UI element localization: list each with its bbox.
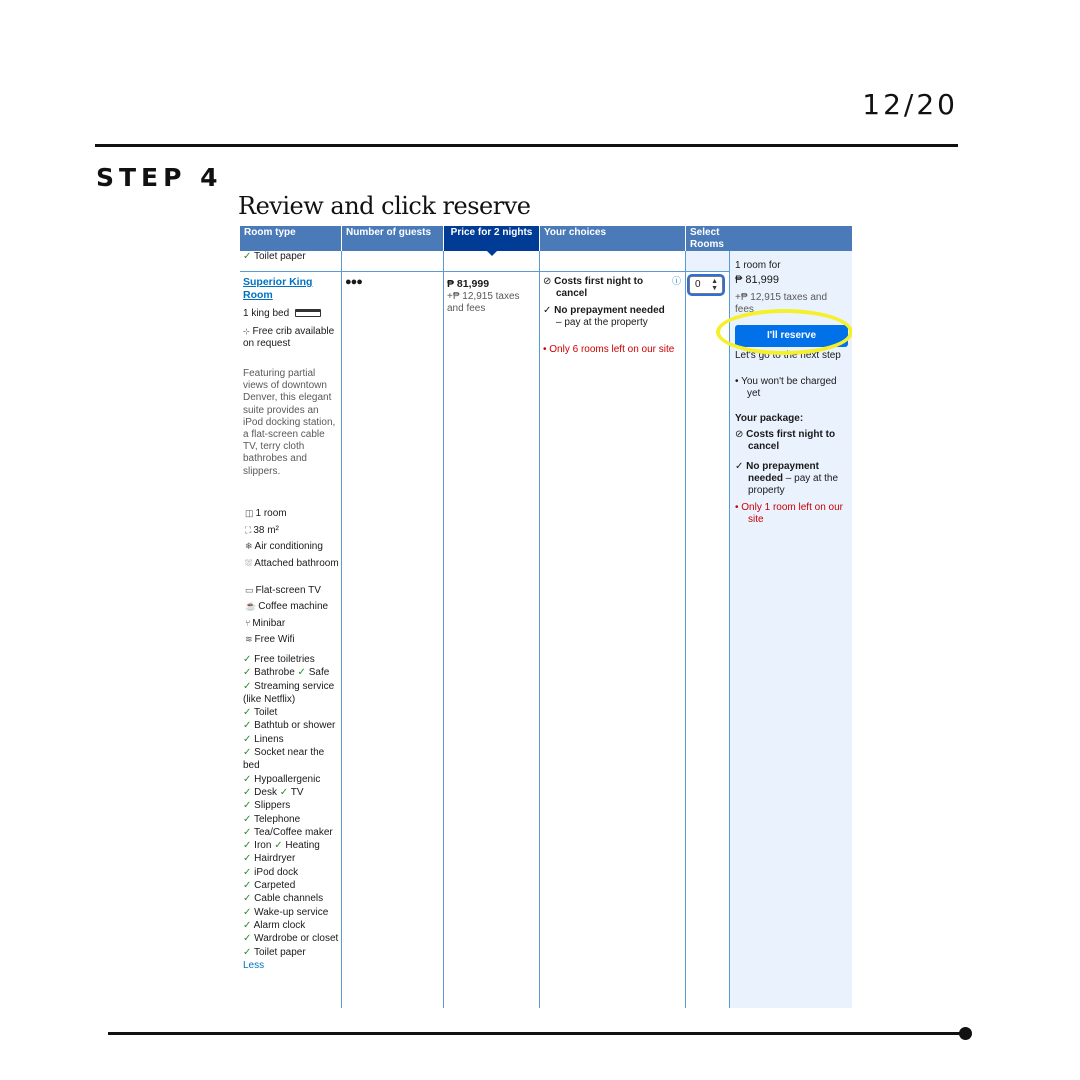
bed-info: 1 king bed	[243, 308, 321, 320]
cancel-policy: ⊘ Costs first night to cancel	[543, 276, 644, 299]
room-size-icon: ◫	[245, 508, 254, 518]
step-subtitle: Review and click reserve	[238, 192, 531, 220]
amenity-item: ✓ Wake-up service	[243, 906, 329, 918]
summary-total: ₱ 81,999	[735, 274, 780, 286]
header-your-choices[interactable]: Your choices	[540, 226, 685, 251]
amenity-item: ✓ Carpeted	[243, 880, 296, 892]
stepper-arrows-icon: ▲ ▼	[711, 278, 718, 292]
header-room-type[interactable]: Room type	[240, 226, 341, 251]
crib-icon: ⊹	[243, 327, 250, 336]
not-charged-note: • You won't be charged yet	[735, 376, 837, 399]
amenity-item: ✓ Free toiletries	[243, 654, 315, 665]
check-icon: ✓	[243, 747, 255, 759]
crib-info: ⊹ Free crib available on request	[243, 326, 335, 349]
wifi-icon: ≋	[245, 634, 253, 644]
bullet-icon: •	[735, 502, 742, 513]
scarcity-message: • Only 6 rooms left on our site	[543, 344, 675, 355]
summary-no-prepayment: ✓ No prepayment needed – pay at the property	[735, 461, 839, 496]
check-icon: ✓	[243, 654, 255, 665]
info-icon[interactable]: ⓘ	[672, 276, 682, 286]
facility-item: ⛶ 38 m²	[245, 524, 279, 536]
check-icon: ✓	[243, 733, 255, 745]
room-description: Featuring partial views of downtown Denver, this elegant suite provides an iPod docking station, a flat-screen cable TV, terry cloth bathrobes and slippers.	[243, 368, 336, 477]
three-persons-icon: ●●●	[345, 276, 362, 288]
booking-table-screenshot	[240, 226, 852, 1008]
check-icon: ✓	[243, 680, 255, 692]
facility-item: ▭ Flat-screen TV	[245, 584, 321, 596]
check-icon: ✓	[243, 813, 254, 825]
header-price-active[interactable]	[444, 226, 539, 251]
header-select-rooms[interactable]: Select Rooms	[686, 226, 730, 251]
reservation-summary-panel	[730, 251, 852, 1008]
header-guests[interactable]: Number of guests	[342, 226, 443, 251]
facility-item: ◫ 1 room	[245, 508, 287, 519]
facility-item: ≋ Free Wifi	[245, 634, 295, 645]
reserve-button[interactable]: I'll reserve	[735, 325, 848, 347]
facility-list	[245, 507, 341, 650]
summary-cancel-policy: ⊘ Costs first night to cancel	[735, 429, 836, 452]
facility-item: ❄ Air conditioning	[245, 541, 323, 552]
amenity-item: ✓ Socket near the bed	[243, 747, 325, 772]
amenity-item: ✓ Bathtub or shower	[243, 720, 336, 732]
no-prepayment: ✓ No prepayment needed – pay at the property	[543, 305, 665, 328]
room-quantity-select[interactable]: 0 ▲ ▼	[689, 276, 723, 294]
amenity-item: ✓ Tea/Coffee maker	[243, 826, 333, 838]
row-divider	[240, 271, 730, 272]
check-icon: ✓	[243, 893, 255, 905]
snowflake-icon: ❄	[245, 541, 253, 551]
check-icon: ✓	[243, 707, 254, 719]
progress-dot	[959, 1027, 972, 1040]
minibar-icon: ⑂	[245, 617, 251, 628]
annotation-highlight	[716, 309, 852, 355]
check-icon: ✓	[243, 667, 255, 679]
bottom-divider	[108, 1032, 965, 1035]
check-icon: ✓	[543, 305, 555, 316]
facility-item: ☕ Coffee machine	[245, 601, 329, 612]
check-icon: ✓	[297, 667, 309, 679]
cancel-icon: ⊘	[735, 429, 747, 440]
check-icon: ✓	[243, 773, 255, 785]
less-link[interactable]: Less	[243, 959, 265, 971]
top-divider	[95, 144, 958, 147]
coffee-machine-icon: ☕	[245, 601, 257, 611]
check-icon: ✓	[735, 461, 747, 472]
amenity-item: ✓ Desk ✓ TV	[243, 786, 304, 798]
check-icon: ✓	[243, 853, 255, 865]
amenity-list	[243, 653, 340, 972]
rooms-for-label: 1 room for	[735, 260, 781, 271]
check-icon: ✓	[243, 786, 255, 798]
sort-arrow-icon	[487, 251, 497, 256]
amenity-item: ✓ Telephone	[243, 813, 301, 825]
bath-icon: ⛆	[245, 557, 253, 568]
bullet-icon: •	[543, 344, 550, 355]
check-icon: ✓	[243, 933, 255, 945]
amenity-item: ✓ Streaming service (like Netflix)	[243, 680, 335, 705]
area-icon: ⛶	[245, 524, 252, 535]
summary-header-spacer	[730, 226, 852, 251]
price-amount: ₱ 81,999	[447, 278, 490, 290]
check-icon: ✓	[243, 946, 254, 958]
check-icon: ✓	[243, 866, 255, 878]
prev-row-amenity: ✓ Toilet paper	[243, 251, 306, 262]
check-icon: ✓	[243, 840, 255, 852]
bullet-icon: •	[735, 376, 742, 387]
amenity-item: ✓ Linens	[243, 733, 284, 745]
check-icon: ✓	[243, 720, 255, 732]
amenity-item: ✓ Iron ✓ Heating	[243, 840, 320, 852]
check-icon: ✓	[274, 840, 286, 852]
check-icon: ✓	[243, 919, 254, 931]
facility-item: ⑂ Minibar	[245, 617, 286, 629]
amenity-item: ✓ Hairdryer	[243, 853, 296, 865]
check-icon: ✓	[243, 251, 252, 262]
check-icon: ✓	[243, 826, 254, 838]
amenity-item: ✓ Cable channels	[243, 893, 324, 905]
amenity-item: ✓ Hypoallergenic	[243, 773, 321, 785]
tv-icon: ▭	[245, 584, 254, 595]
amenity-item: ✓ Wardrobe or closet	[243, 933, 339, 945]
check-icon: ✓	[243, 906, 255, 918]
facility-item: ⛆ Attached bathroom	[245, 557, 339, 569]
header-price-label: Price for 2 nights	[450, 227, 533, 238]
amenity-item: ✓ iPod dock	[243, 866, 299, 878]
check-icon: ✓	[243, 800, 255, 812]
cancel-icon: ⊘	[543, 276, 555, 287]
amenity-item: ✓ Slippers	[243, 800, 291, 812]
price-taxes: +₱ 12,915 taxes and fees	[447, 291, 520, 314]
package-title: Your package:	[735, 413, 804, 424]
check-icon: ✓	[243, 880, 255, 892]
check-icon: ✓	[279, 786, 291, 798]
page-counter: 12/20	[862, 88, 958, 121]
room-name-link[interactable]: Superior King Room	[243, 276, 313, 301]
amenity-item: ✓ Toilet	[243, 707, 278, 719]
next-step-text: Let's go to the next step	[735, 350, 841, 361]
amenity-item: ✓ Toilet paper	[243, 946, 306, 958]
summary-scarcity: • Only 1 room left on our site	[735, 502, 843, 525]
amenity-item: ✓ Bathrobe ✓ Safe	[243, 667, 330, 679]
step-title: STEP 4	[96, 163, 223, 192]
amenity-item: ✓ Alarm clock	[243, 919, 306, 931]
summary-taxes: +₱ 12,915 taxes and fees	[735, 292, 828, 315]
bed-icon	[295, 309, 321, 317]
